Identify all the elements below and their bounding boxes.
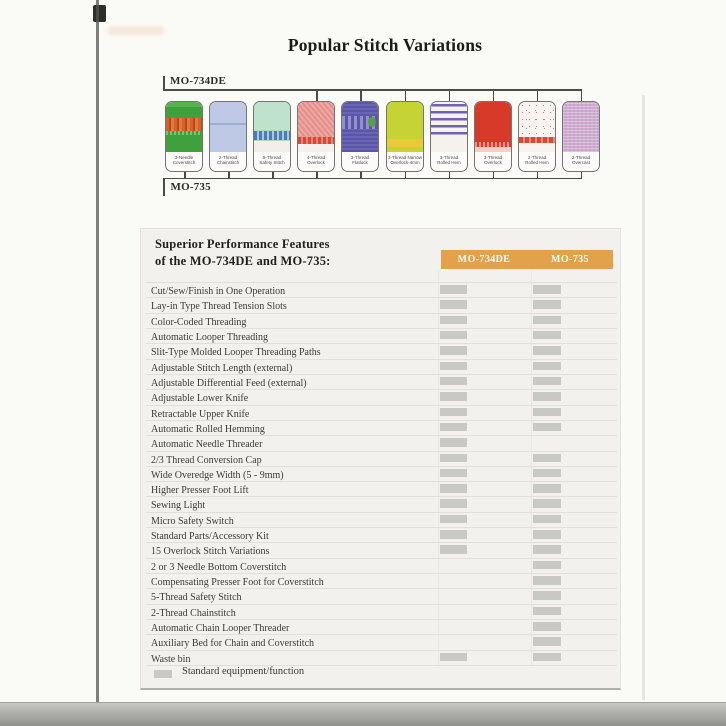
ink-bleed-smudge xyxy=(108,26,164,35)
feature-name: Higher Presser Foot Lift xyxy=(151,485,249,497)
swatch-label: 3-Thread Flatlock xyxy=(351,155,370,165)
stitch-swatch-9 xyxy=(518,101,556,172)
feature-row xyxy=(146,528,617,543)
panel-heading-line1: Superior Performance Features xyxy=(155,237,330,251)
swatch-label: 3-Thread Narrow Overlock-4mm xyxy=(387,155,422,165)
mo734de-standard-bar xyxy=(440,530,467,539)
feature-name: Wide Overedge Width (5 - 9mm) xyxy=(151,469,284,481)
fabric-sample xyxy=(387,102,423,152)
mo734de-standard-bar xyxy=(440,438,467,447)
mo735-standard-bar xyxy=(533,515,561,524)
bracket-top-tick xyxy=(360,90,362,101)
feature-row xyxy=(146,497,617,512)
swatch-label: 3-Thread Rolled Hem xyxy=(436,155,461,165)
swatch-label: 2-Thread Chainstitch xyxy=(216,155,240,165)
page-right-shadow xyxy=(642,95,645,700)
mo734de-standard-bar xyxy=(440,300,467,309)
bracket-bottom-line xyxy=(163,178,582,180)
feature-name: 5-Thread Safety Stitch xyxy=(151,592,242,604)
legend-label: Standard equipment/function xyxy=(182,666,305,677)
stitch-swatch-3 xyxy=(253,101,291,172)
feature-name: Automatic Rolled Hemming xyxy=(151,423,265,435)
feature-name: Color-Coded Threading xyxy=(151,316,247,328)
feature-row xyxy=(146,421,617,436)
swatch-label: 3-Thread Overlock xyxy=(483,155,502,165)
mo735-standard-bar xyxy=(533,653,561,662)
fabric-sample xyxy=(210,102,246,152)
fabric-sample xyxy=(475,102,511,152)
page-title: Popular Stitch Variations xyxy=(287,35,483,55)
feature-name: Adjustable Stitch Length (external) xyxy=(151,362,293,374)
feature-row xyxy=(146,375,617,390)
stitch-swatch-7 xyxy=(430,101,468,172)
feature-row xyxy=(146,543,617,558)
feature-row xyxy=(146,452,617,467)
feature-rows xyxy=(146,282,617,665)
fabric-sample xyxy=(254,102,290,152)
feature-row xyxy=(146,605,617,620)
feature-name: Waste bin xyxy=(151,653,191,665)
fabric-sample xyxy=(166,102,202,152)
feature-name: Micro Safety Switch xyxy=(151,515,234,527)
machine-label-mo735: MO-735 xyxy=(170,181,211,193)
feature-row xyxy=(146,360,617,375)
mo734de-standard-bar xyxy=(440,285,467,294)
stitch-swatch-6 xyxy=(386,101,424,172)
mo734de-standard-bar xyxy=(440,331,467,340)
feature-row xyxy=(146,620,617,635)
machine-label-mo734de: MO-734DE xyxy=(170,75,226,87)
fabric-sample xyxy=(298,102,334,152)
feature-row xyxy=(146,559,617,574)
bracket-bottom-stub xyxy=(163,178,165,196)
mo734de-standard-bar xyxy=(440,499,467,508)
feature-row xyxy=(146,513,617,528)
bracket-top-tick xyxy=(537,90,539,101)
feature-name: 2-Thread Chainstitch xyxy=(151,607,236,619)
fabric-sample xyxy=(431,102,467,152)
feature-name: Standard Parts/Accessory Kit xyxy=(151,531,269,543)
feature-name: 2 or 3 Needle Bottom Coverstitch xyxy=(151,561,287,573)
fabric-sample xyxy=(342,102,378,152)
mo735-standard-bar xyxy=(533,607,561,616)
mo735-standard-bar xyxy=(533,346,561,355)
swatch-label: 2-Thread Overcast xyxy=(571,155,591,165)
feature-name: Lay-in Type Thread Tension Slots xyxy=(151,301,287,313)
stitch-swatch-1 xyxy=(165,101,203,172)
feature-row xyxy=(146,314,617,329)
feature-row xyxy=(146,651,617,666)
feature-name: Automatic Needle Threader xyxy=(151,439,263,451)
feature-name: Retractable Upper Knife xyxy=(151,408,250,420)
feature-name: Compensating Presser Foot for Coverstitch xyxy=(151,577,324,589)
feature-name: Sewing Light xyxy=(151,500,206,512)
stitch-swatch-8 xyxy=(474,101,512,172)
feature-row xyxy=(146,344,617,359)
feature-name: Cut/Sew/Finish in One Operation xyxy=(151,286,286,297)
column-header-mo735: MO-735 xyxy=(551,254,589,265)
bracket-top-stub xyxy=(163,76,165,90)
fabric-sample xyxy=(563,102,599,152)
bracket-top-line xyxy=(163,89,582,91)
mo735-standard-bar xyxy=(533,622,561,631)
feature-name: Adjustable Lower Knife xyxy=(151,393,249,405)
stitch-swatch-5 xyxy=(341,101,379,172)
feature-name: Adjustable Differential Feed (external) xyxy=(151,377,307,389)
mo734de-standard-bar xyxy=(440,377,467,386)
feature-name: Automatic Chain Looper Threader xyxy=(151,623,290,635)
column-header-mo734de: MO-734DE xyxy=(457,254,511,265)
bracket-top-tick xyxy=(581,90,583,101)
feature-row xyxy=(146,467,617,482)
legend-swatch xyxy=(154,670,172,678)
mo735-standard-bar xyxy=(533,285,561,294)
feature-name: 2/3 Thread Conversion Cap xyxy=(151,454,262,466)
mo735-standard-bar xyxy=(533,300,561,309)
feature-row xyxy=(146,635,617,650)
mo735-standard-bar xyxy=(533,637,561,646)
panel-heading-line2: of the MO-734DE and MO-735: xyxy=(155,254,331,268)
feature-row xyxy=(146,298,617,313)
feature-name: 15 Overlock Stitch Variations xyxy=(151,546,270,558)
swatch-label: 5-Thread Safety Stitch xyxy=(259,155,285,165)
feature-name: Automatic Looper Threading xyxy=(151,331,269,343)
scan-edge-mark xyxy=(93,5,106,22)
swatch-label: 4-Thread Overlock xyxy=(307,155,326,165)
mo734de-standard-bar xyxy=(440,653,467,662)
mo735-standard-bar xyxy=(533,377,561,386)
mo735-standard-bar xyxy=(533,454,561,463)
mo734de-standard-bar xyxy=(440,408,467,417)
feature-row xyxy=(146,390,617,405)
mo734de-standard-bar xyxy=(440,316,467,325)
mo735-standard-bar xyxy=(533,576,561,585)
mo734de-standard-bar xyxy=(440,423,467,432)
mo735-standard-bar xyxy=(533,499,561,508)
mo734de-standard-bar xyxy=(440,362,467,371)
swatch-label: 2-Thread Rolled Hem xyxy=(525,155,549,165)
bracket-top-tick xyxy=(449,90,451,101)
mo734de-standard-bar xyxy=(440,346,467,355)
mo735-standard-bar xyxy=(533,561,561,570)
feature-name: Auxiliary Bed for Chain and Coverstitch xyxy=(151,638,315,650)
mo734de-standard-bar xyxy=(440,515,467,524)
feature-row xyxy=(146,482,617,497)
mo735-standard-bar xyxy=(533,362,561,371)
mo734de-standard-bar xyxy=(440,484,467,493)
mo735-standard-bar xyxy=(533,469,561,478)
mo735-standard-bar xyxy=(533,392,561,401)
fabric-sample xyxy=(519,102,555,152)
stitch-swatch-2 xyxy=(209,101,247,172)
mo734de-standard-bar xyxy=(440,469,467,478)
mo734de-standard-bar xyxy=(440,454,467,463)
feature-row xyxy=(146,283,617,298)
bracket-top-tick xyxy=(493,90,495,101)
feature-row xyxy=(146,589,617,604)
mo735-standard-bar xyxy=(533,316,561,325)
mo735-standard-bar xyxy=(533,545,561,554)
bracket-top-tick xyxy=(316,90,318,101)
mo734de-standard-bar xyxy=(440,545,467,554)
mo735-standard-bar xyxy=(533,591,561,600)
stitch-swatch-4 xyxy=(297,101,335,172)
mo735-standard-bar xyxy=(533,484,561,493)
column-header-banner xyxy=(441,250,613,269)
feature-row xyxy=(146,436,617,451)
feature-name: Slit-Type Molded Looper Threading Paths xyxy=(151,347,321,359)
scan-edge-line xyxy=(96,0,99,704)
feature-row xyxy=(146,406,617,421)
feature-row xyxy=(146,574,617,589)
feature-row xyxy=(146,329,617,344)
bracket-top-tick xyxy=(405,90,407,101)
scan-bottom-strip xyxy=(0,702,726,726)
features-panel xyxy=(140,228,621,690)
mo735-standard-bar xyxy=(533,423,561,432)
mo735-standard-bar xyxy=(533,331,561,340)
mo734de-standard-bar xyxy=(440,392,467,401)
mo735-standard-bar xyxy=(533,408,561,417)
stitch-swatch-10 xyxy=(562,101,600,172)
mo735-standard-bar xyxy=(533,530,561,539)
swatch-label: 3-Needle Coverstitch xyxy=(172,155,196,165)
